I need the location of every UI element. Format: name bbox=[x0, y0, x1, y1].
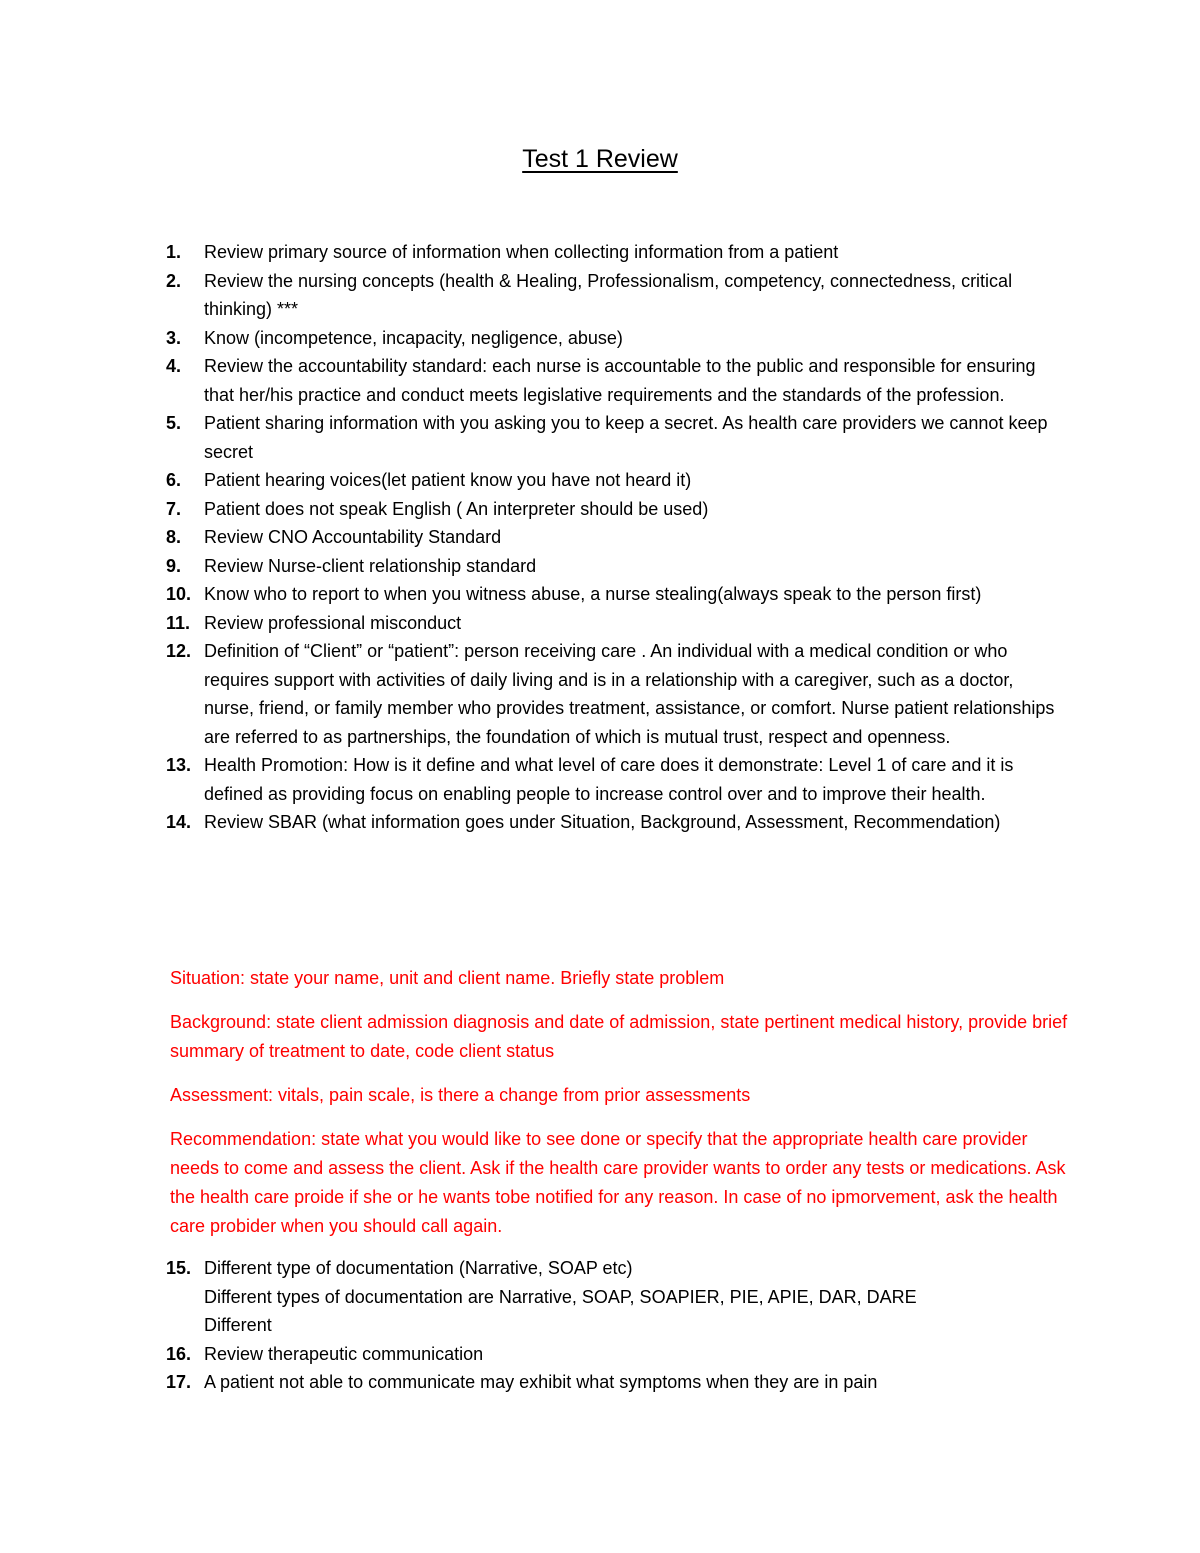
list-item bbox=[166, 808, 1066, 837]
item-number: 6. bbox=[166, 470, 182, 490]
item-number: 9. bbox=[166, 555, 182, 576]
item-number: 4. bbox=[166, 356, 182, 376]
item-subtext: Different bbox=[204, 1315, 272, 1335]
list-item bbox=[166, 1340, 1066, 1369]
item-number: 14. bbox=[166, 812, 192, 832]
item-number: 5. bbox=[166, 413, 182, 433]
item-number: 3. bbox=[166, 327, 182, 348]
list-item bbox=[166, 409, 1066, 466]
item-number: 17. bbox=[166, 1372, 192, 1392]
list-item bbox=[166, 495, 1066, 524]
list-item bbox=[166, 267, 1066, 324]
item-text: Know (incompetence, incapacity, negligence, abuse) bbox=[204, 327, 623, 348]
item-text: Patient hearing voices(let patient know you have not heard it) bbox=[204, 470, 692, 490]
review-list-part-2 bbox=[166, 1254, 1066, 1397]
item-number: 2. bbox=[166, 270, 182, 291]
list-item bbox=[166, 238, 1066, 267]
list-item bbox=[166, 552, 1066, 581]
item-text: Review Nurse-client relationship standard bbox=[204, 555, 537, 576]
item-number: 7. bbox=[166, 498, 182, 519]
list-item bbox=[166, 637, 1066, 751]
review-list-part-1 bbox=[166, 238, 1066, 837]
item-number: 8. bbox=[166, 527, 182, 547]
list-item bbox=[166, 324, 1066, 353]
item-text: Know who to report to when you witness abuse, a nurse stealing(always speak to the person first) bbox=[204, 584, 982, 604]
item-text: Review SBAR (what information goes under Situation, Background, Assessment, Recommendation) bbox=[204, 812, 1001, 832]
item-number: 10. bbox=[166, 584, 192, 604]
item-text: Review CNO Accountability Standard bbox=[204, 527, 502, 547]
item-number: 15. bbox=[166, 1258, 192, 1278]
item-number: 16. bbox=[166, 1343, 192, 1364]
sbar-situation: Situation: state your name, unit and client name. Briefly state problem bbox=[170, 968, 725, 988]
page-title: Test 1 Review bbox=[522, 145, 678, 173]
item-subtext: Different types of documentation are Narrative, SOAP, SOAPIER, PIE, APIE, DAR, DARE bbox=[204, 1286, 917, 1307]
item-text: Health Promotion: How is it define and what level of care does it demonstrate: Level 1 of care and it is defined as providing focus on enabling people to increase control over and to improve their health. bbox=[204, 755, 1014, 804]
item-number: 11. bbox=[166, 612, 191, 633]
sbar-recommendation: Recommendation: state what you would like to see done or specify that the appropriate health care provider needs to come and assess the client. Ask if the health care provider wants to order any tests or medications. Ask the health care proide if she or he wants tobe notified for any reason. In case of no ipmorvement, ask the health care probider when you should call again. bbox=[170, 1129, 1066, 1236]
item-text: Patient sharing information with you asking you to keep a secret. As health care providers we cannot keep secret bbox=[204, 413, 1048, 462]
item-number: 13. bbox=[166, 755, 192, 775]
item-text: Different type of documentation (Narrative, SOAP etc) bbox=[204, 1258, 633, 1278]
item-text: Review professional misconduct bbox=[204, 612, 462, 633]
item-text: A patient not able to communicate may exhibit what symptoms when they are in pain bbox=[204, 1372, 878, 1392]
list-item bbox=[166, 580, 1066, 609]
list-item bbox=[166, 352, 1066, 409]
item-text: Review therapeutic communication bbox=[204, 1343, 484, 1364]
item-text: Review primary source of information when collecting information from a patient bbox=[204, 242, 839, 262]
item-number: 12. bbox=[166, 641, 192, 661]
list-item bbox=[166, 1254, 1066, 1340]
item-text: Review the nursing concepts (health & Healing, Professionalism, competency, connectedness, critical thinking) *** bbox=[204, 270, 1013, 319]
list-item bbox=[166, 466, 1066, 495]
list-item bbox=[166, 609, 1066, 638]
item-number: 1. bbox=[166, 242, 182, 262]
item-text: Definition of “Client” or “patient”: person receiving care . An individual with a medical condition or who requires support with activities of daily living and is in a relationship with a caregiver, such as a doctor, nurse, friend, or family member who provides treatment, assistance, or comfort. Nurse patient relationships are referred to as partnerships, the foundation of which is mutual trust, respect and openness. bbox=[204, 641, 1055, 747]
list-item bbox=[166, 1368, 1066, 1397]
sbar-background: Background: state client admission diagnosis and date of admission, state pertinent medical history, provide brief summary of treatment to date, code client status bbox=[170, 1012, 1068, 1061]
list-item bbox=[166, 751, 1066, 808]
list-item bbox=[166, 523, 1066, 552]
item-text: Patient does not speak English ( An interpreter should be used) bbox=[204, 498, 709, 519]
item-text: Review the accountability standard: each nurse is accountable to the public and responsible for ensuring that her/his practice and conduct meets legislative requirements and the standards of the profession. bbox=[204, 356, 1036, 405]
sbar-assessment: Assessment: vitals, pain scale, is there a change from prior assessments bbox=[170, 1085, 751, 1105]
sbar-section bbox=[170, 964, 1070, 1256]
